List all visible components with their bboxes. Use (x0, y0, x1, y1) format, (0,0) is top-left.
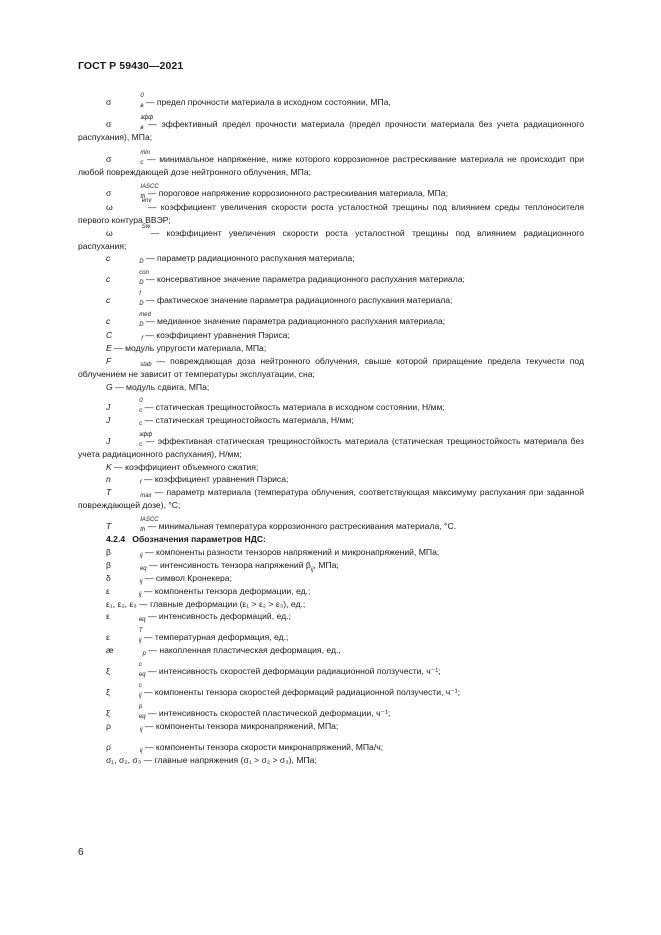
definition-text: — модуль сдвига, МПа; (112, 381, 210, 392)
definition-text: — коэффициент увеличения скорости роста усталостной трещины под влиянием радиационного распухания; (78, 227, 584, 251)
definition-symbol (106, 611, 146, 624)
definition-text: — коэффициент уравнения Пэриса; (141, 474, 289, 485)
symbol-indices (111, 628, 143, 645)
definition-row (78, 252, 584, 265)
symbol-subscript: f (139, 480, 142, 487)
symbol-subscript: в (140, 125, 144, 131)
section-heading (78, 533, 584, 546)
symbol-indices (114, 223, 151, 240)
symbol-indices (111, 432, 153, 449)
definition-row (78, 312, 584, 329)
definition-symbol (106, 432, 153, 449)
symbol-superscript: con (139, 270, 149, 277)
definition-symbol (106, 560, 147, 570)
definition-text: — минимальное напряжение, ниже которого коррозионное растрескивание материала не происходит при любой повреждающей дозе нейтронного облучения, МПа; (78, 153, 584, 177)
symbol-indices (112, 115, 154, 131)
symbol-base: ω (106, 227, 113, 238)
page-number: 6 (78, 847, 84, 858)
definition-text: — параметр радиационного распухания материала; (143, 253, 355, 264)
symbol-subscript: D (139, 322, 144, 329)
definition-symbol (106, 330, 143, 343)
symbol-subscript: eq (139, 565, 147, 572)
definition-row (78, 115, 584, 144)
symbol-base: β (106, 559, 111, 570)
definition-symbol (106, 662, 146, 679)
definition-text: — повреждающая доза нейтронного облучения, свыше которой приращение предела текучести под облучением не зависит от температуры эксплуатации, сна; (78, 355, 584, 379)
symbol-superscript: Sw (141, 223, 151, 230)
definition-row (78, 628, 584, 645)
definition-symbol (106, 223, 151, 238)
symbol-superscript: c (138, 683, 142, 690)
symbol-subscript: D (139, 280, 144, 287)
definition-symbol (106, 398, 143, 415)
symbol-indices (111, 683, 142, 700)
definition-row (78, 585, 584, 598)
symbol-base: ε (106, 632, 110, 643)
definition-symbol (106, 704, 146, 721)
symbol-base: σ (106, 153, 112, 164)
symbol-subscript: c (139, 408, 143, 415)
definition-text: — интенсивность скоростей деформации радиационной ползучести, ч⁻¹; (145, 666, 441, 677)
symbol-indices (111, 614, 146, 623)
symbol-base: σ (106, 97, 112, 107)
definition-text: — компоненты тензора скоростей деформаций радиационной ползучести, ч⁻¹; (141, 687, 461, 698)
definition-text: — температурная деформация, ед.; (141, 632, 289, 643)
definition-text: — коэффициент уравнения Пэриса; (142, 330, 290, 341)
symbol-base: ρ̇ (106, 742, 111, 753)
symbol-superscript: env (141, 198, 152, 205)
definition-symbol (106, 253, 144, 266)
symbol-base: δ (106, 572, 111, 583)
symbol-indices (112, 477, 142, 486)
symbol-base: T (106, 520, 112, 531)
symbol-base: G (106, 381, 113, 392)
definition-row (78, 223, 584, 253)
definition-text: — компоненты тензора скорости микронапряжений, МПа/ч; (142, 742, 384, 753)
definition-row (78, 610, 584, 623)
definition-text: — эффективная статическая трещиностойкость материала (статическая трещиностойкость материала без учета радиационного распухания), Н/мм; (78, 436, 584, 460)
symbol-subscript: th (140, 194, 146, 201)
symbol-superscript: T (138, 628, 143, 635)
symbol-superscript: IASCC (140, 516, 159, 523)
definition-text: — медианное значение параметра радиационного распухания материала; (143, 316, 446, 327)
definition-row (78, 329, 584, 342)
symbol-subscript: th (140, 526, 146, 533)
symbol-superscript: эфф (139, 432, 153, 439)
symbol-base: n (106, 474, 111, 485)
symbol-subscript: в (140, 103, 144, 109)
symbol-base: ξ̇ (106, 708, 110, 719)
symbol-base: J (106, 402, 111, 413)
definition-row (78, 473, 584, 486)
definition-row (78, 704, 584, 721)
symbol-superscript: IASCC (140, 184, 159, 191)
symbol-indices (112, 550, 143, 559)
definition-symbol (106, 474, 142, 487)
definition-symbol (106, 149, 150, 166)
definition-symbol (106, 547, 143, 557)
document-header: ГОСТ Р 59430—2021 (78, 60, 184, 72)
symbol-superscript: p (138, 704, 143, 711)
symbol-base: T (106, 487, 112, 498)
symbol-superscript: эфф (140, 115, 154, 121)
definition-row (78, 342, 584, 355)
symbol-indices (112, 516, 159, 533)
definition-symbol (106, 628, 143, 645)
section-title: Обозначения параметров НДС: (132, 533, 266, 544)
symbol-base: σ (106, 188, 112, 199)
symbol-subscript: c (139, 442, 143, 449)
definition-text: — главные напряжения (σ₁ > σ₂ > σ₃), МПа; (141, 755, 317, 766)
definition-text: — модуль упругости материала, МПа; (111, 343, 267, 354)
symbol-indices (115, 648, 146, 657)
definition-row (78, 572, 584, 585)
definition-row (78, 398, 584, 415)
definition-text: — коэффициент увеличения скорости роста усталостной трещины под влиянием среды теплоносителя первого контура ВВЭР; (78, 202, 584, 226)
symbol-base: J (106, 436, 111, 447)
definition-text: — накопленная пластическая деформация, ед., (146, 645, 341, 656)
definition-symbol (106, 599, 137, 609)
definition-text: — статическая трещиностойкость материала, Н/мм; (142, 415, 354, 426)
definition-text: — коэффициент объемного сжатия; (111, 461, 259, 472)
symbol-indices (112, 149, 150, 166)
section-number: 4.2.4 (106, 533, 126, 544)
definition-row (78, 291, 584, 308)
definition-symbol (106, 487, 152, 500)
symbol-indices (111, 418, 142, 427)
definitions-list (78, 93, 584, 767)
symbol-indices (112, 724, 143, 733)
definition-text: — интенсивность деформаций, ед.; (145, 611, 291, 622)
symbol-base: σ₁, σ₂, σ₃ (106, 755, 142, 766)
definition-row (78, 546, 584, 559)
symbol-indices (112, 563, 147, 572)
symbol-subscript: ij (138, 693, 142, 700)
definition-symbol (106, 291, 144, 308)
symbol-indices (111, 662, 146, 679)
definition-row (78, 461, 584, 474)
definition-symbol (106, 586, 142, 596)
symbol-base: ξ̇ (106, 687, 110, 698)
symbol-indices (111, 270, 149, 287)
symbol-subscript: ij (139, 552, 143, 559)
symbol-indices (112, 93, 144, 109)
definition-text: — минимальная температура коррозионного растрескивания материала, °С. (145, 520, 457, 531)
symbol-base: æ (106, 645, 114, 656)
definition-row (78, 198, 584, 227)
definition-row (78, 559, 584, 572)
symbol-subscript: ij (138, 591, 142, 598)
symbol-indices (111, 291, 144, 308)
definition-row (78, 741, 584, 754)
symbol-indices (111, 704, 146, 721)
symbol-base: c (106, 274, 111, 285)
symbol-base: F (106, 355, 112, 366)
definition-row (78, 355, 584, 381)
definition-row (78, 93, 584, 109)
definition-row (78, 149, 584, 179)
definition-text: — компоненты тензора микронапряжений, МПа; (142, 721, 339, 732)
definition-symbol (106, 742, 143, 755)
symbol-subscript: ij (138, 638, 142, 645)
symbol-superscript: med (139, 312, 151, 319)
symbol-base: ρ (106, 721, 111, 732)
symbol-indices (112, 576, 143, 585)
symbol-indices (111, 589, 142, 598)
definition-row (78, 270, 584, 287)
symbol-base: ε (106, 611, 110, 622)
symbol-subscript: ij (139, 727, 143, 734)
definition-row (78, 662, 584, 679)
symbol-superscript: f (139, 291, 141, 298)
definition-text: — интенсивность тензора напряжений β (146, 559, 311, 570)
symbol-base: c (106, 316, 111, 327)
definition-text: — компоненты разности тензоров напряжений и микронапряжений, МПа; (142, 546, 440, 557)
symbol-superscript: c (138, 662, 142, 669)
definition-symbol (106, 93, 144, 109)
definition-text: — пороговое напряжение коррозионного растрескивания материала, МПа; (145, 188, 448, 199)
definition-symbol (106, 270, 149, 287)
definition-text: — предел прочности материала в исходном состоянии, МПа, (143, 97, 391, 107)
definition-row (78, 184, 584, 201)
symbol-base: ξ̇ (106, 666, 110, 677)
definition-symbol (106, 115, 154, 131)
symbol-indices (111, 256, 143, 265)
symbol-subscript: ij (139, 748, 143, 755)
definition-symbol (106, 198, 152, 213)
symbol-subscript: p (142, 651, 146, 658)
definition-symbol (106, 415, 143, 428)
definition-symbol (106, 356, 152, 366)
symbol-superscript: 0 (139, 398, 143, 405)
definition-row (78, 381, 584, 394)
symbol-superscript: 0 (140, 93, 144, 99)
definition-row (78, 644, 584, 657)
symbol-subscript: eq (138, 617, 146, 624)
symbol-base: ω (106, 202, 113, 213)
symbol-subscript: ij (139, 578, 143, 585)
definition-row (78, 516, 584, 533)
definition-text: — главные деформации (ε₁ > ε₂ > ε₃), ед.; (136, 598, 306, 609)
symbol-superscript: min (140, 149, 150, 156)
symbol-subscript: stab (140, 361, 152, 368)
definition-row (78, 414, 584, 427)
symbol-subscript: f (141, 336, 143, 343)
symbol-subscript: eq (138, 672, 146, 679)
symbol-base: J (106, 415, 111, 426)
definition-text: — компоненты тензора деформации, ед.; (141, 585, 311, 596)
definition-text: — консервативное значение параметра радиационного распухания материала; (143, 274, 465, 285)
definition-row (78, 720, 584, 733)
definition-symbol (106, 382, 113, 392)
definition-symbol (106, 573, 142, 583)
symbol-base: K (106, 461, 112, 472)
symbol-base: σ (106, 119, 112, 129)
definition-row (78, 683, 584, 700)
definition-row (78, 598, 584, 611)
definition-symbol (106, 755, 141, 765)
definition-symbol (106, 312, 151, 329)
symbol-base: c (106, 295, 111, 306)
definition-symbol (106, 721, 143, 734)
definition-symbol (106, 516, 159, 533)
definition-symbol (106, 645, 146, 658)
symbol-indices (111, 312, 151, 329)
symbol-indices (112, 359, 151, 368)
definition-text: — эффективный предел прочности материала (предел прочности материала без учета радиационного распухания), МПа; (78, 119, 584, 142)
symbol-subscript: eq (138, 714, 146, 721)
definition-row (78, 754, 584, 767)
symbol-subscript: D (139, 259, 144, 266)
definition-text: — символ Кронекера; (142, 572, 232, 583)
definition-symbol (106, 184, 159, 201)
symbol-base: β (106, 546, 111, 557)
definition-text: — интенсивность скоростей пластической деформации, ч⁻¹; (145, 708, 391, 719)
symbol-base: ε (106, 585, 110, 596)
symbol-indices (114, 198, 152, 214)
symbol-base: E (106, 343, 112, 354)
symbol-base: C (106, 330, 113, 341)
symbol-subscript: D (139, 301, 144, 308)
definition-text: — фактическое значение параметра радиационного распухания материала; (143, 295, 453, 306)
symbol-indices (113, 333, 143, 342)
definition-text: — статическая трещиностойкость материала в исходном состоянии, Н/мм; (142, 402, 445, 413)
symbol-subscript: c (140, 159, 144, 166)
symbol-subscript: c (139, 421, 143, 428)
symbol-subscript: max (140, 493, 152, 500)
definition-row (78, 432, 584, 461)
symbol-base: ε₁, ε₂, ε₃ (106, 598, 137, 609)
symbol-indices (111, 398, 143, 415)
definition-text-tail: , МПа; (313, 559, 339, 570)
symbol-indices (112, 745, 143, 754)
symbol-base: c (106, 253, 111, 264)
definition-symbol (106, 683, 142, 700)
definition-row (78, 486, 584, 512)
inline-subscript: ij (310, 566, 314, 573)
definition-text: — параметр материала (температура облучения, соответствующая максимуму распухания при заданной повреждающей дозе), °С; (78, 487, 584, 511)
symbol-indices (112, 490, 151, 499)
